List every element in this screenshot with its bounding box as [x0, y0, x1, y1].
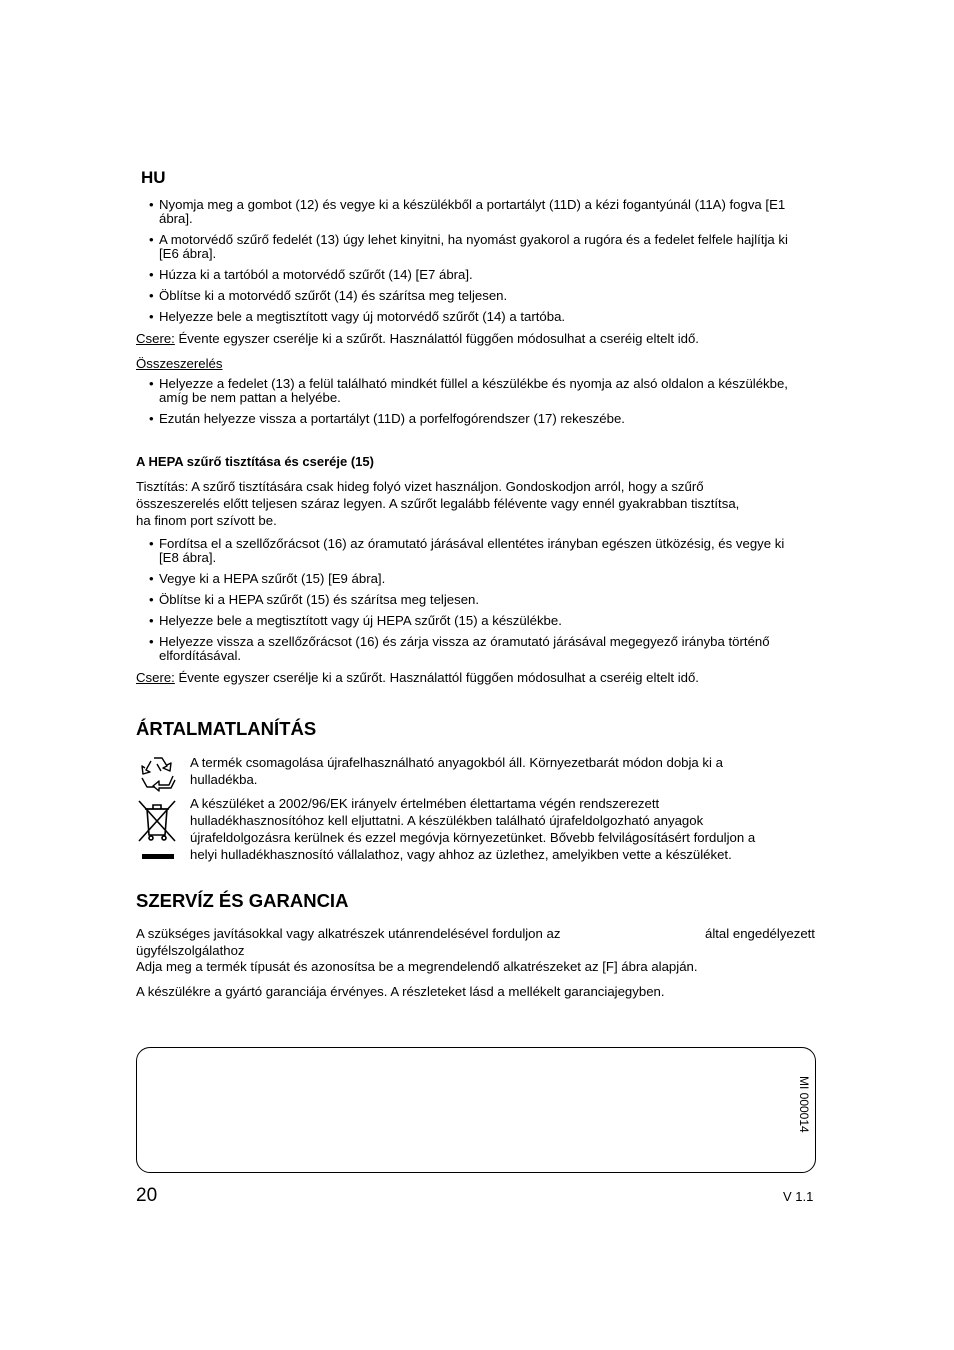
disposal-text-line: hulladékhasznosítóhoz kell eljuttatni. A készülékben található újrafeldolgozható anyagok: [190, 813, 704, 828]
disposal-text-line: hulladékba.: [190, 772, 258, 787]
list-item: • Fordítsa el a szellőzőrácsot (16) az óramutató járásával ellentétes irányban egészen ütközésig, és vegye ki [E8 ábra].: [149, 536, 785, 565]
page-number: 20: [136, 1185, 158, 1206]
replacement-note: Csere: Évente egyszer cserélje ki a szűrőt. Használattól függően módosulhat a cseréig eltelt idő.: [136, 670, 699, 685]
hepa-heading: A HEPA szűrő tisztítása és cseréje (15): [136, 454, 374, 469]
version-label: V 1.1: [783, 1189, 814, 1204]
list-item: • Ezután helyezze vissza a portartályt (11D) a porfelfogórendszer (17) rekeszébe.: [149, 411, 625, 426]
address-box: [136, 1047, 816, 1173]
disposal-text-line: újrafeldolgozásra kerülnek és ezzel megóvja környezetünket. Bővebb felvilágosításért forduljon a: [190, 830, 756, 845]
list-item: • Helyezze bele a megtisztított vagy új HEPA szűrőt (15) a készülékbe.: [149, 613, 562, 628]
list-item: • A motorvédő szűrő fedelét (13) úgy lehet kinyitni, ha nyomást gyakorol a rugóra és a fedelet felfele hajlítja ki [E6 ábra].: [149, 232, 788, 261]
list-item: • Vegye ki a HEPA szűrőt (15) [E9 ábra].: [149, 571, 386, 586]
list-item: • Nyomja meg a gombot (12) és vegye ki a készülékből a portartályt (11D) a kézi fogantyúnál (11A) fogva [E1 ábra].: [149, 197, 786, 226]
service-heading: SZERVÍZ ÉS GARANCIA: [136, 890, 349, 911]
list-item: • Helyezze a fedelet (13) a felül található mindkét füllel a készülékbe és nyomja az alsó oldalon a készülékbe, amíg be nem pattan a helyébe.: [149, 376, 788, 405]
warranty-text: A készülékre a gyártó garanciája érvényes. A részleteket lásd a mellékelt garanciajegyben.: [136, 984, 665, 999]
disposal-heading: ÁRTALMATLANÍTÁS: [136, 718, 317, 739]
service-text-line: A szükséges javításokkal vagy alkatrészek utánrendelésével forduljon az: [136, 926, 561, 941]
box-code: MI 000014: [797, 1076, 811, 1133]
service-text-line: Adja meg a termék típusát és azonosítsa be a megrendelendő alkatrészeket az [F] ábra alapján.: [136, 959, 698, 974]
list-item: • Öblítse ki a motorvédő szűrőt (14) és szárítsa meg teljesen.: [149, 288, 508, 303]
disposal-text-line: helyi hulladékhasznosító vállalathoz, vagy ahhoz az üzlethez, amelyikben vette a készüléket.: [190, 847, 732, 862]
list-item: • Húzza ki a tartóból a motorvédő szűrőt (14) [E7 ábra].: [149, 267, 473, 282]
list-item: • Helyezze bele a megtisztított vagy új motorvédő szűrőt (14) a tartóba.: [149, 309, 566, 324]
replacement-note: Csere: Évente egyszer cserélje ki a szűrőt. Használattól függően módosulhat a cseréig eltelt idő.: [136, 331, 699, 346]
recycle-icon: [137, 752, 179, 794]
hepa-intro-line: ha finom port szívott be.: [136, 513, 277, 528]
service-text-line: ügyfélszolgálathoz: [136, 943, 245, 958]
list-item: • Öblítse ki a HEPA szűrőt (15) és szárítsa meg teljesen.: [149, 592, 480, 607]
disposal-text-line: A termék csomagolása újrafelhasználható anyagokból áll. Környezetbarát módon dobja ki a: [190, 755, 723, 770]
list-item: • Helyezze vissza a szellőzőrácsot (16) és zárja vissza az óramutató járásával megegyező irányba történő elfordításával.: [149, 634, 770, 663]
crossed-bin-icon: [137, 797, 179, 863]
service-text-line: által engedélyezett: [705, 926, 815, 941]
hepa-intro-line: összeszerelés előtt teljesen száraz legyen. A szűrőt legalább félévente vagy ennél gyakrabban tisztítsa,: [136, 496, 740, 511]
hepa-intro-line: Tisztítás: A szűrő tisztítására csak hideg folyó vizet használjon. Gondoskodjon arról, hogy a szűrő: [136, 479, 704, 494]
language-code: HU: [141, 168, 166, 187]
disposal-text-line: A készüléket a 2002/96/EK irányelv értelmében élettartama végén rendszerezett: [190, 796, 660, 811]
assembly-heading: Összeszerelés: [136, 356, 223, 371]
